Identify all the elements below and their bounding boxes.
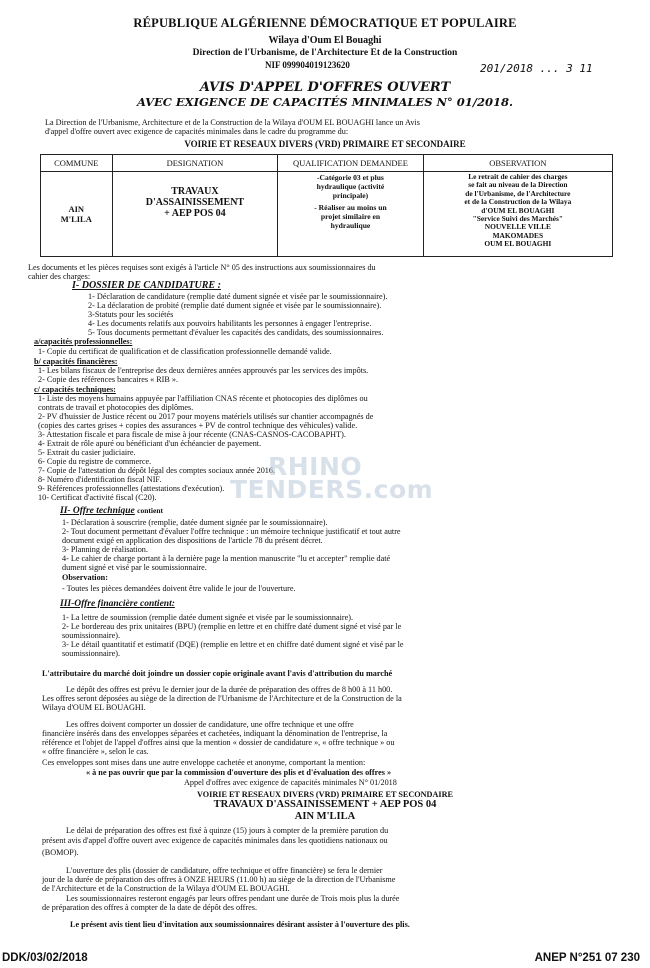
offre-fin-item: soumissionnaire). [62, 649, 120, 658]
comporter-line: référence et l'objet de l'appel d'offres ainsi que la mention « dossier de candidature », « offre technique » ou [42, 738, 395, 747]
cap-tech-item: 10- Certificat d'activité fiscal (C20). [38, 493, 157, 502]
invitation-line: Le présent avis tient lieu d'invitation aux soumissionnaires désirant assister à l'ouverture des plis. [70, 920, 410, 929]
comporter-line: « offre financière », selon le cas. [42, 747, 149, 756]
comporter-line: Appel d'offres avec exigence de capacités minimales N° 01/2018 [184, 778, 397, 787]
depot-line: Le dépôt des offres est prévu le dernier jour de la durée de préparation des offres de 8 h00 à 11 h00. [66, 685, 393, 694]
dossier-item: 3-Statuts pour les sociétés [88, 310, 174, 319]
program-title: VOIRIE ET RESEAUX DIVERS (VRD) PRIMAIRE ET SECONDAIRE [184, 139, 466, 149]
cap-tech-item: contrats de travail et photocopies des diplômes. [38, 403, 194, 412]
ouverture-line: jour de la durée de préparation des offres à ONZE HEURS (11.00 h) au siège de la direction de l'Urbanisme [42, 875, 396, 884]
ouverture-line: Les soumissionnaires resteront engagés par leurs offres pendant une durée de Trois mois plus la durée [66, 894, 400, 903]
depot-line: Wilaya d'OUM EL BOUAGHI. [42, 703, 146, 712]
docs-intro-1: Les documents et les pièces requises sont exigés à l'article N° 05 des instructions aux soumissionnaires du [28, 263, 376, 272]
cap-tech-item: 5- Extrait du casier judiciaire. [38, 448, 136, 457]
direction-line: Direction de l'Urbanisme, de l'Architecture Et de la Construction [192, 48, 458, 58]
delai-line: (BOMOP). [42, 848, 79, 857]
offre-fin-item: 1- La lettre de soumission (remplie datée dument signée et visée par le soumissionnaire). [62, 613, 354, 622]
observation-title: Observation: [62, 573, 108, 582]
intro-line-2: d'appel d'offre ouvert avec exigence de capacités minimales dans le cadre du programme du: [45, 127, 349, 136]
col-observation: OBSERVATION [423, 155, 612, 172]
ouverture-line: de l'Architecture et de la Construction de la Wilaya d'OUM EL BOUAGHI. [42, 884, 290, 893]
dossier-item: 5- Tous documents permettant d'évaluer les capacités des candidats, des soumissionnaires. [88, 328, 384, 337]
designation-cell: TRAVAUX D'ASSAINISSEMENT + AEP POS 04 [112, 172, 278, 257]
dossier-item: 4- Les documents relatifs aux pouvoirs habilitants les personnes à engager l'entreprise. [88, 319, 372, 328]
cap-tech-item: 6- Copie du registre de commerce. [38, 457, 152, 466]
cap-fin-item: 1- Les bilans fiscaux de l'entreprise des deux dernières années approuvés par les services des impôts. [38, 366, 369, 375]
observation-cell: Le retrait de cahier des charges se fait au niveau de la Direction de l'Urbanisme, de l'Architecture et de la Construction de la Wilaya d'OUM EL BOUAGHI "Service Suivi des Marchés" NOUVELLE VILLE MAKOMADES OUM EL BOUAGHI [423, 172, 612, 257]
offre-tech-item: 2- Tout document permettant d'évaluer l'offre technique : un mémoire technique justificatif et tout autre [62, 527, 401, 536]
cap-tech-title: c/ capacités techniques: [34, 385, 116, 394]
cap-tech-item: 1- Liste des moyens humains appuyée par l'affiliation CNAS récente et photocopies des diplômes ou [38, 394, 368, 403]
col-qualification: QUALIFICATION DEMANDEE [278, 155, 423, 172]
docs-intro-2: cahier des charges: [28, 272, 91, 281]
nif-line: NIF 099904019123620 [265, 60, 350, 70]
offre-tech-item: dument signé et visé par le soumissionnaire. [62, 563, 207, 572]
footer-left-ref: DDK/03/02/2018 [2, 952, 88, 964]
dossier-item: 1- Déclaration de candidature (remplie daté dument signée et visée par le soumissionnaire). [88, 292, 388, 301]
offre-fin-item: soumissionnaire). [62, 631, 120, 640]
offre-tech-title: II- Offre technique contient [60, 506, 163, 516]
commune-title-2: AIN M'LILA [294, 811, 356, 822]
comporter-line: Les offres doivent comporter un dossier de candidature, une offre technique et une offre [66, 720, 354, 729]
cap-pro-title: a/capacités professionnelles: [34, 337, 133, 346]
cap-tech-item: 7- Copie de l'attestation du dépôt légal des comptes sociaux année 2016. [38, 466, 276, 475]
footer-right-ref: ANEP N°251 07 230 [534, 952, 640, 964]
comporter-line: Ces enveloppes sont mises dans une autre enveloppe cachetée et anonyme, comportant la mention: [42, 758, 366, 767]
dossier-item: 2- La déclaration de probité (remplie daté dument signée et visée par le soumissionnaire). [88, 301, 382, 310]
cap-pro-item: 1- Copie du certificat de qualification et de classification professionnelle demandé valide. [38, 347, 332, 356]
avis-title: AVIS D'APPEL D'OFFRES OUVERT [199, 80, 451, 95]
ouverture-line: de préparation des offres à compter de la date de dépôt des offres. [42, 903, 257, 912]
cap-tech-item: 4- Extrait de rôle apuré ou bénéficiant d'un échéancier de payement. [38, 439, 262, 448]
dossier-title: I- DOSSIER DE CANDIDATURE : [72, 280, 221, 291]
cap-tech-item: 3- Attestation fiscale et para fiscale de mise à jour récente (CNAS-CASNOS-CACOBAPHT). [38, 430, 346, 439]
offre-fin-item: 3- Le détail quantitatif et estimatif (DQE) (remplie en lettre et en chiffre daté dument signé et visé par le [62, 640, 404, 649]
attribution-note: L'attributaire du marché doit joindre un dossier copie originale avant l'avis d'attribution du marché [42, 669, 393, 678]
reference-stamp: 201/2018 ... 3 11 [480, 62, 593, 75]
avis-subtitle: AVEC EXIGENCE DE CAPACITÉS MINIMALES N° 01/2018. [136, 95, 514, 109]
intro-line-1: La Direction de l'Urbanisme, Architecture et de la Construction de la Wilaya d'OUM EL BOUAGHI lance un Avis [45, 118, 420, 127]
depot-line: Les offres seront déposées au siège de la direction de l'Urbanisme de l'Architecture et de la Construction de la [42, 694, 402, 703]
travaux-title-2: TRAVAUX D'ASSAINISSEMENT + AEP POS 04 [213, 799, 437, 810]
ouverture-line: L'ouverture des plis (dossier de candidature, offre technique et offre financière) se fera le dernier [66, 866, 383, 875]
wilaya-line: Wilaya d'Oum El Bouaghi [268, 35, 382, 46]
lot-table [40, 154, 613, 257]
republic-heading: RÉPUBLIQUE ALGÉRIENNE DÉMOCRATIQUE ET POPULAIRE [133, 16, 517, 30]
offre-fin-title: III-Offre financière contient: [60, 599, 175, 609]
col-designation: DESIGNATION [112, 155, 278, 172]
cap-tech-item: 8- Numéro d'identification fiscal NIF. [38, 475, 162, 484]
rhino-tenders-watermark: RHINO TENDERS.com [230, 452, 434, 504]
cap-fin-item: 2- Copie des références bancaires « RIB ». [38, 375, 179, 384]
offre-tech-item: 4- Le cahier de charge portant à la dernière page la mention manuscrite "lu et accepter" remplie daté [62, 554, 391, 563]
qualification-cell: -Catégorie 03 et plus hydraulique (activité principale) - Réaliser au moins un projet similaire en hydraulique [278, 172, 423, 257]
cap-tech-item: (copies des cartes grises + copies des assurances + PV de control technique des véhicules) valide. [38, 421, 358, 430]
offre-tech-item: document exigé en application des dispositions de l'article 78 du présent décret. [62, 536, 323, 545]
comporter-line: financière insérés dans des enveloppes séparées et cachetées, indiquant la dénomination de l'entreprise, la [42, 729, 388, 738]
delai-line: présent avis d'appel d'offre ouvert avec exigence de capacités minimales dans les quotidiens nationaux ou [42, 836, 388, 845]
offre-tech-item: 1- Déclaration à souscrire (remplie, datée dument signée par le soumissionnaire). [62, 518, 328, 527]
col-commune: COMMUNE [41, 155, 113, 172]
cap-fin-title: b/ capacités financières: [34, 357, 118, 366]
cap-tech-item: 2- PV d'huissier de Justice récent ou 2017 pour moyens matériels utilisés sur chantier accompagnés de [38, 412, 374, 421]
cap-tech-item: 9- Références professionnelles (attestations d'exécution). [38, 484, 225, 493]
offre-tech-item: 3- Planning de réalisation. [62, 545, 148, 554]
commune-cell: AIN M'LILA [41, 172, 113, 257]
program-title-2: VOIRIE ET RESEAUX DIVERS (VRD) PRIMAIRE ET SECONDAIRE [197, 790, 453, 799]
delai-line: Le délai de préparation des offres est fixé à quinze (15) jours à compter de la première parution du [66, 826, 389, 835]
observation-text: - Toutes les pièces demandées doivent être valide le jour de l'ouverture. [62, 584, 296, 593]
offre-fin-item: 2- Le bordereau des prix unitaires (BPU) (remplie en lettre et en chiffre daté dument signé et visé par le [62, 622, 402, 631]
comporter-line: « à ne pas ouvrir que par la commission d'ouverture des plis et d'évaluation des offres » [86, 768, 392, 777]
